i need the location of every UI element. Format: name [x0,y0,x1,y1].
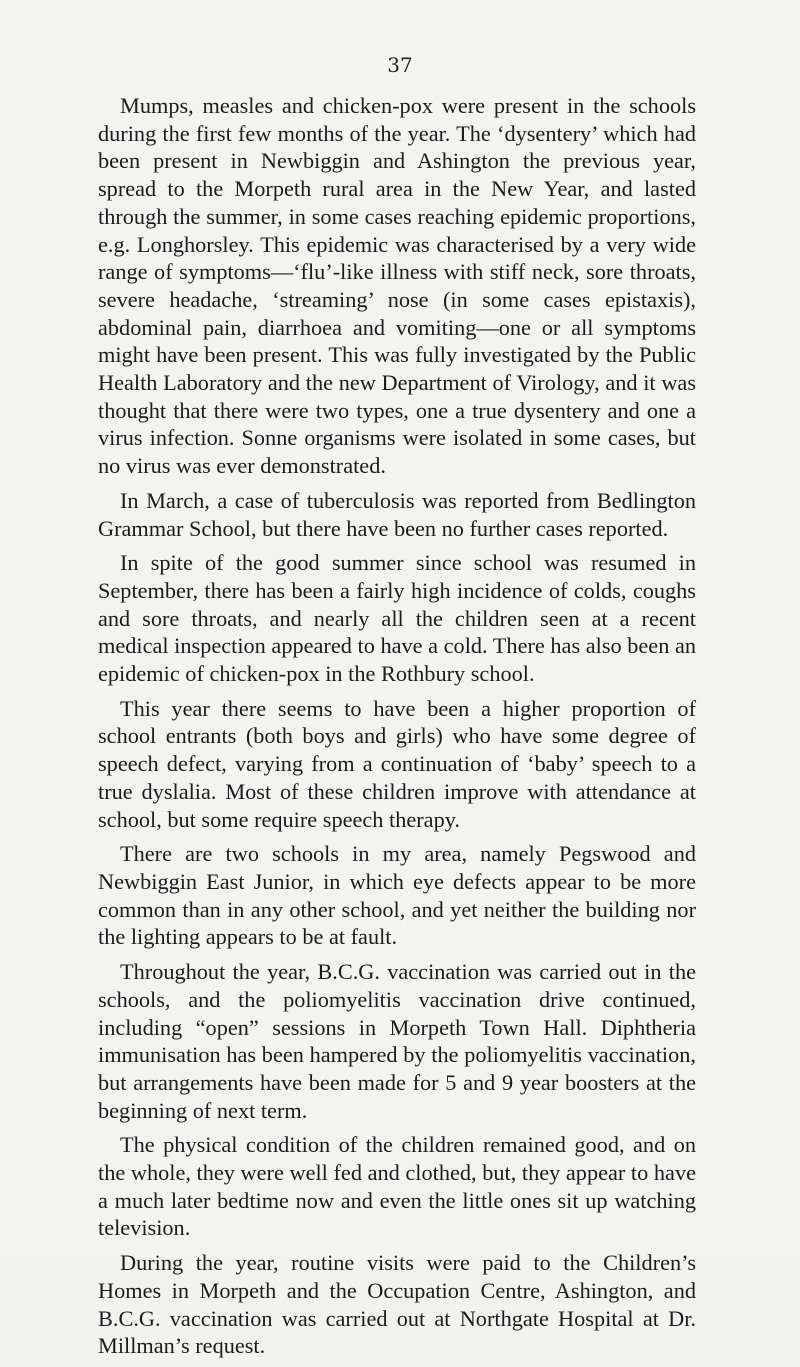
page-number: 37 [387,53,413,77]
paragraph-speech-defect: This year there seems to have been a higher proportion of school entrants (both boys and girls) who have some degree of speech defect, varying from a continuation of ‘baby’ speech to a true dyslalia. Most of these children improve with attendance at school, but some require speech therapy. [98,695,696,832]
paragraph-eye-defects: There are two schools in my area, namely Pegswood and Newbiggin East Junior, in which eye defects appear to be more common than in any other school, and yet neither the building nor the lighting appears to be at fault. [98,841,696,950]
paragraph-colds-incidence: In spite of the good summer since school was resumed in September, there has been a fairly high incidence of colds, coughs and sore throats, and nearly all the children seen at a recent medical inspection appeared to have a cold. There has also been an epidemic of chicken-pox in the Rothbury school. [98,550,696,687]
paragraph-physical-condition: The physical condition of the children remained good, and on the whole, they were well fed and clothed, but, they appear to have a much later bedtime now and even the little ones sit up watching television. [98,1132,696,1241]
body-text [98,92,696,1367]
paragraph-routine-visits: During the year, routine visits were paid to the Children’s Homes in Morpeth and the Occupation Centre, Ashington, and B.C.G. vaccination was carried out at Northgate Hospital at Dr. Millman’s request. [98,1250,696,1359]
paragraph-tuberculosis: In March, a case of tuberculosis was reported from Bedlington Grammar School, but there have been no further cases reported. [98,487,696,541]
paragraph-infectious-diseases: Mumps, measles and chicken-pox were present in the schools during the first few months of the year. The ‘dysentery’ which had been present in Newbiggin and Ashington the previous year, spread to the Morpeth rural area in the New Year, and lasted through the summer, in some cases reaching epidemic proportions, e.g. Longhorsley. This epidemic was characterised by a very wide range of symptoms—‘flu’-like illness with stiff neck, sore throats, severe headache, ‘streaming’ nose (in some cases epistaxis), abdominal pain, diarrhoea and vomiting—one or all symptoms might have been present. This was fully investigated by the Public Health Laboratory and the new Department of Virology, and it was thought that there were two types, one a true dysentery and one a virus infection. Sonne organisms were isolated in some cases, but no virus was ever demonstrated. [98,93,696,479]
paragraph-vaccination: Throughout the year, B.C.G. vaccination was carried out in the schools, and the poliomyelitis vaccination drive continued, including “open” sessions in Morpeth Town Hall. Diphtheria immunisation has been hampered by the poliomyelitis vaccination, but arrangements have been made for 5 and 9 year boosters at the beginning of next term. [98,959,696,1123]
